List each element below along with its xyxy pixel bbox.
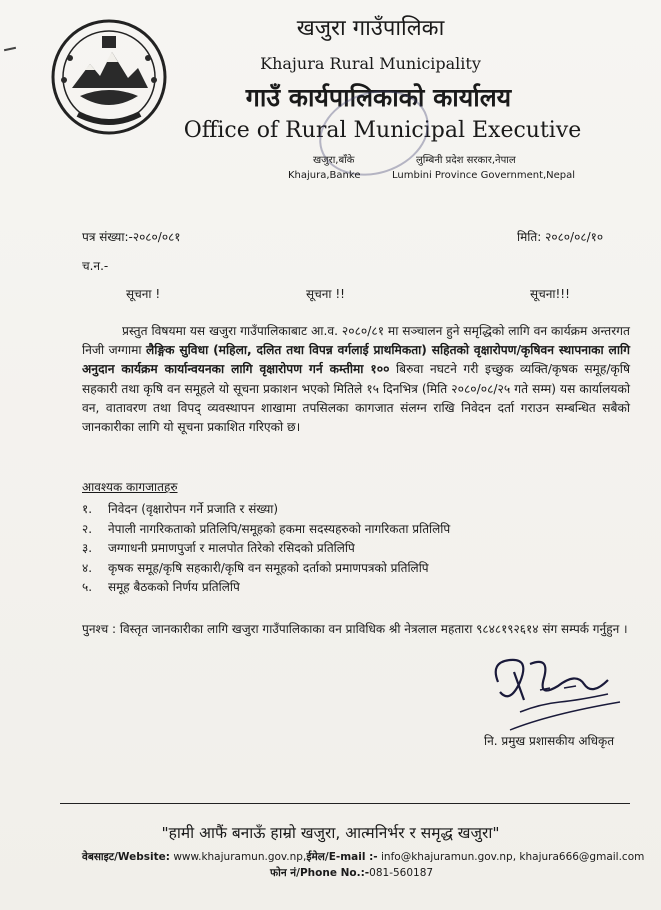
notice-heading-1: सूचना ! <box>126 287 161 301</box>
letter-date: मिति: २०८०/०८/१० <box>517 230 604 244</box>
notice-body-rest: बिरुवा नघटने गरी इच्छुक व्यक्ति/कृषक समूह/कृषि सहकारी तथा कृषि वन समूहले यो सूचना प्रकाशन भएको मितिले १५ दिनभित्र (मिति २०८०/०८/२५ गते सम्म) यस कार्यालयको वन, वातावरण तथा विपद् व्यवस्थापन शाखामा तपसिलका कागजात संलग्न राखि निवेदन दर्ता गराउन सम्बन्धित सबैको जानकारीका लागि यो सूचना प्रकाशित गरिएको छ। <box>82 362 630 435</box>
office-name-english: Khajura Rural Municipality <box>260 54 481 73</box>
footer-divider <box>60 803 630 804</box>
notice-heading-2: सूचना !! <box>306 287 345 301</box>
phone-label: फोन नं/Phone No.:- <box>270 867 370 879</box>
executive-office-english: Office of Rural Municipal Executive <box>183 118 582 143</box>
email-value[interactable]: info@khajuramun.gov.np, khajura666@gmail.com <box>381 851 645 863</box>
list-item: ४. कृषक समूह/कृषि सहकारी/कृषि वन समूहको दर्ताको प्रमाणपत्रको प्रतिलिपि <box>82 560 429 575</box>
footer-contact-phone <box>270 866 433 880</box>
list-item: २. नेपाली नागरिकताको प्रतिलिपि/समूहको हकमा सदस्यहरुको नागरिकता प्रतिलिपि <box>82 521 451 536</box>
notice-heading-3: सूचना!!! <box>530 287 570 301</box>
office-name-nepali: खजुरा गाउँपालिका <box>296 16 445 41</box>
province-nepali: लुम्बिनी प्रदेश सरकार,नेपाल <box>416 155 516 166</box>
list-item: १. निवेदन (वृक्षारोपन गर्ने प्रजाति र संख्या) <box>82 502 279 516</box>
notice-body <box>82 322 630 437</box>
handwritten-signature <box>480 642 630 737</box>
list-item: ३. जग्गाधनी प्रमाणपुर्जा र मालपोत तिरेको रसिदको प्रतिलिपि <box>82 541 355 555</box>
notice-body-bold: लैङ्गिक सुविधा (महिला, दलित तथा विपन्न वर्गलाई प्राथमिकता) सहितको वृक्षारोपण/कृषिवन स्थापनाका लागि अनुदान कार्यक्रम कार्यान्वयनका लागि वृक्षारोपण गर्न कम्तीमा १०० <box>82 343 630 377</box>
executive-office-nepali: गाउँ कार्यपालिकाको कार्यालय <box>245 83 512 112</box>
margin-mark <box>4 47 16 51</box>
email-label: ईमेल/E-mail :- <box>306 851 378 863</box>
notice-body-intro: प्रस्तुत विषयमा यस खजुरा गाउँपालिकाबाट आ.व. २०८०/८१ मा सञ्चालन हुने समृद्धिको लागि वन कार्यक्रम अन्तरगत निजी जग्गामा <box>82 324 630 358</box>
reference-number: पत्र संख्या:-२०८०/०८१ <box>82 230 181 244</box>
required-documents-list <box>82 500 450 598</box>
signatory-title: नि. प्रमुख प्रशासकीय अधिकृत <box>484 734 615 748</box>
dispatch-number: च.न.- <box>82 259 109 273</box>
address-nepali: खजुरा,बाँके <box>313 155 355 166</box>
province-english: Lumbini Province Government,Nepal <box>392 170 576 181</box>
postscript-note: पुनश्च : विस्तृत जानकारीका लागि खजुरा गाउँपालिकाका वन प्राविधिक श्री नेत्रलाल महतारा ९८४८१९२६१४ संग सम्पर्क गर्नुहुन । <box>82 622 628 636</box>
website-value[interactable]: www.khajuramun.gov.np, <box>173 851 307 863</box>
required-documents-title: आवश्यक कागजातहरु <box>82 480 178 494</box>
phone-value: 081-560187 <box>369 867 434 879</box>
website-label: वेबसाइट/Website: <box>82 851 170 863</box>
footer-slogan: "हामी आफैं बनाऊँ हाम्रो खजुरा, आत्मनिर्भर र समृद्ध खजुरा" <box>161 824 500 842</box>
address-english: Khajura,Banke <box>288 170 361 181</box>
list-item: ५. समूह बैठकको निर्णय प्रतिलिपि <box>82 580 240 594</box>
footer-contact-web <box>82 850 644 864</box>
